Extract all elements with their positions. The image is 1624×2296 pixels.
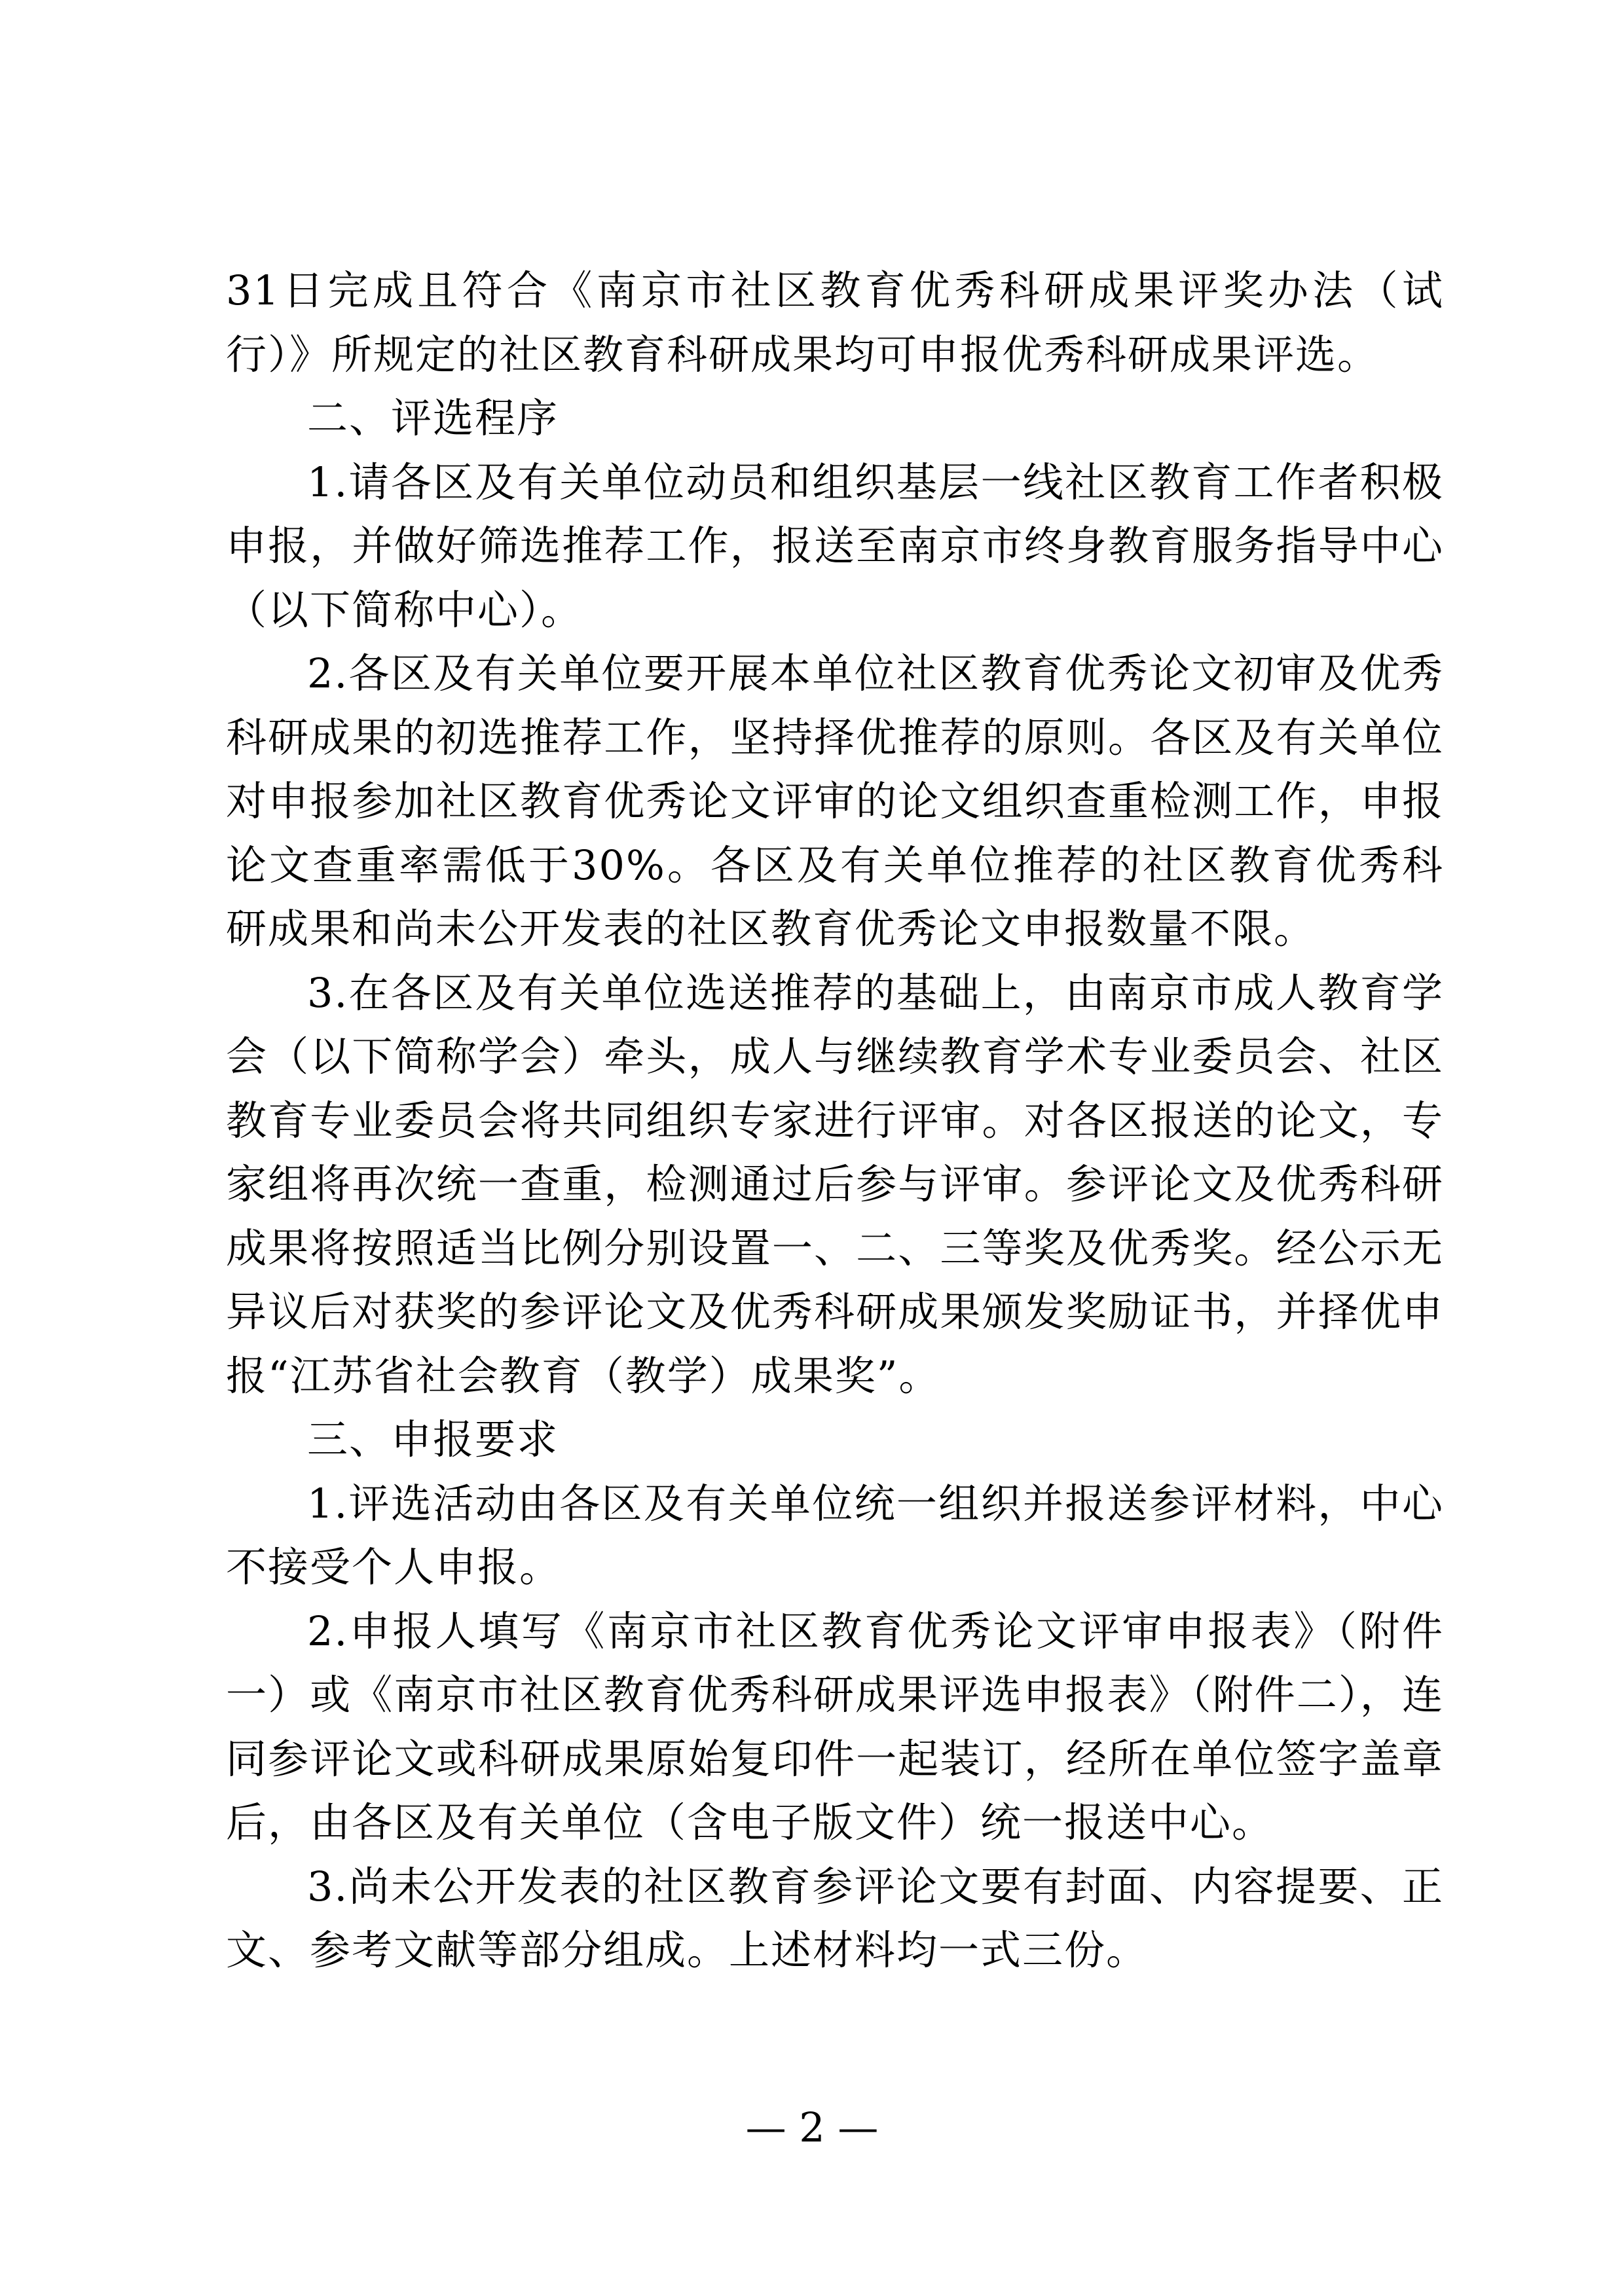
section-heading-evaluation-procedure: 二、评选程序 xyxy=(307,394,559,442)
procedure-item-1: 1.请各区及有关单位动员和组织基层一线社区教育工作者积极申报，并做好筛选推荐工作，报送至南京市终身教育服务指导中心（以下简称中心）。 xyxy=(226,458,1444,634)
requirement-item-1: 1.评选活动由各区及有关单位统一组织并报送参评材料，中心不接受个人申报。 xyxy=(226,1479,1444,1591)
procedure-item-3: 3.在各区及有关单位选送推荐的基础上，由南京市成人教育学会（以下简称学会）牵头，成人与继续教育学术专业委员会、社区教育专业委员会将共同组织专家进行评审。对各区报送的论文，专家组将再次统一查重，检测通过后参与评审。参评论文及优秀科研成果将按照适当比例分别设置一、二、三等奖及优秀奖。经公示无异议后对获奖的参评论文及优秀科研成果颁发奖励证书，并择优申报“江苏省社会教育（教学）成果奖”。 xyxy=(226,968,1444,1400)
document-body xyxy=(226,259,1444,1982)
requirement-item-3: 3.尚未公开发表的社区教育参评论文要有封面、内容提要、正文、参考文献等部分组成。上述材料均一式三份。 xyxy=(226,1862,1444,1974)
procedure-item-2: 2.各区及有关单位要开展本单位社区教育优秀论文初审及优秀科研成果的初选推荐工作，坚持择优推荐的原则。各区及有关单位对申报参加社区教育优秀论文评审的论文组织查重检测工作，申报论文查重率需低于30%。各区及有关单位推荐的社区教育优秀科研成果和尚未公开发表的社区教育优秀论文申报数量不限。 xyxy=(226,649,1444,953)
requirement-item-2: 2.申报人填写《南京市社区教育优秀论文评审申报表》（附件一）或《南京市社区教育优秀科研成果评选申报表》（附件二），连同参评论文或科研成果原始复印件一起装订，经所在单位签字盖章后，由各区及有关单位（含电子版文件）统一报送中心。 xyxy=(226,1607,1444,1846)
page-number: — 2 — xyxy=(745,2104,879,2151)
section-heading-application-requirements: 三、申报要求 xyxy=(307,1415,559,1463)
paragraph-continuation: 31日完成且符合《南京市社区教育优秀科研成果评奖办法（试行）》所规定的社区教育科研成果均可申报优秀科研成果评选。 xyxy=(226,266,1444,378)
